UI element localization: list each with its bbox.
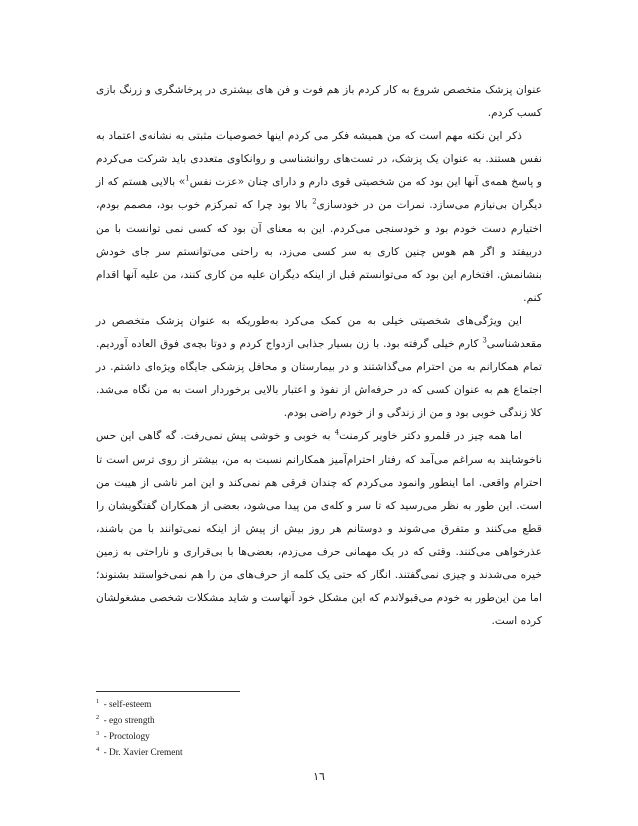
footnote [96,728,396,744]
paragraph [96,78,542,124]
text-run: کارم خیلی گرفته بود. با زن بسیار جذابی ازدواج کردم و دوتا بچه‌ی فوق العاده آوردیم. تمام همکارانم به من احترام می‌گذاشتند و در بیمارستان و محافل پزشکی جایگاه ویژه‌ای داشتم. در اجتماع هم به عنوان کسی که در حرفه‌اش از نفوذ و اعتبار بالایی برخوردار است به من نگاه می‌شد. کلا زندگی خوبی بود و من از زندگی و از خودم راضی بودم. [96,337,542,420]
footnote-text: - self-esteem [101,700,152,711]
paragraph [96,424,542,632]
text-run: ذکر این نکته مهم است که من همیشه فکر می کردم اینها خصوصیات مثبتی به نشانه‌ی اعتماد به نفس هستند. به عنوان یک پزشک، در تست‌های روانشناسی و روانکاوی متعددی باید شرکت می‌کردم و پاسخ همه‌ی آنها این بود که من شخصیتی قوی دارم و دارای چنان «عزت نفس [96,129,542,189]
text-run: به خوبی و خوشی پیش نمی‌رفت. گه گاهی این حس ناخوشایند به سراغم می‌آمد که رفتار احترام‌آمیز همکارانم نسبت به من، بیشتر از روی ترس است تا احترام واقعی. اما اینطور وانمود می‌کردم که چندان فرقی هم نمی‌کند و این امر ناشی از هیبت من است. این طور به نظر می‌رسید که تا سر و کله‌ی من پیدا می‌شود، بعضی از همکاران گفتگویشان را قطع می‌کنند و متفرق می‌شوند و دوستانم هر روز بیش از پیش از اینکه نمی‌توانند با من باشند، عذرخواهی می‌کنند. وقتی که در یک مهمانی حرف می‌زدم، بعضی‌ها با بی‌قراری و ناراحتی به زمین خیره می‌شدند و چیزی نمی‌گفتند. انگار که حتی یک کلمه از حرف‌های من را هم نمی‌خواستند بشنوند؛ اما من این‌طور به خودم می‌قبولاندم که این مشکل خود آنهاست و شاید مشکلات شخصی مشغولشان کرده است. [96,429,542,628]
text-run: بالا بود چرا که تمرکزم خوب بود، مصمم بودم، اختیارم دست خودم بود و خودسنجی می‌کردم. این به معنای آن بود که کسی نمی توانست با من دربیفتد و اگر هم هوس چنین کاری به سر کسی می‌زد، به راحتی می‌توانستم سر جای خودش بنشانمش. افتخارم این بود که می‌توانستم قبل از اینکه دیگران علیه من کاری کنند، من علیه آنها اقدام کنم. [96,198,542,304]
footnote [96,712,396,728]
text-run: » بالایی هستم که از دیگران بی‌نیازم می‌سازد. نمرات من در خودسازی [96,175,542,212]
footnote [96,744,396,760]
paragraph [96,124,542,309]
footnote-ref: 4 [334,428,340,437]
footnote-separator [96,691,240,692]
text-run: این ویژگی‌های شخصیتی خیلی به من کمک می‌کرد به‌طوریکه به عنوان پزشک متخصص در مقعدشناسی [96,313,542,351]
body-text [96,78,542,632]
footnotes [96,696,396,760]
page-number: ١٦ [313,770,325,783]
footnote-number: 1 [96,698,100,705]
footnote-number: 2 [96,714,100,721]
paragraph [96,309,542,424]
footnote-ref: 3 [482,336,487,345]
footnote-number: 4 [96,746,100,753]
footnote-text: - ego strength [101,716,155,727]
footnote-ref: 2 [312,197,317,206]
text-run: عنوان پزشک متخصص شروع به کار کردم باز هم فوت و فن های بیشتری در پرخاشگری و زرنگ بازی کسب کردم. [96,83,542,120]
footnote-ref: 1 [185,174,190,183]
footnote-text: - Proctology [101,732,150,743]
text-run: اما همه چیز در قلمرو دکتر خاویر کرمنت [339,429,523,443]
footnote-text: - Dr. Xavier Crement [101,748,183,759]
footnote-number: 3 [96,730,100,737]
footnote [96,696,396,712]
